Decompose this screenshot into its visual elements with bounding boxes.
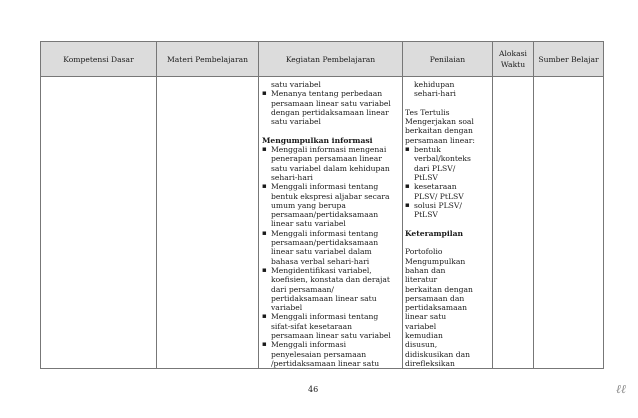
kegiatan-line: bahasa verbal sehari-hari	[271, 256, 370, 266]
kegiatan-line: ▪ Menggali informasi tentang	[262, 312, 402, 321]
kegiatan-line: persamaan linear satu variabel	[271, 98, 391, 108]
column-divider	[492, 42, 493, 368]
curriculum-table	[40, 41, 604, 369]
penilaian-line: linear satu	[405, 312, 447, 322]
penilaian-line: berkaitan dengan	[405, 284, 473, 294]
header-kegiatan-pembelajaran: Kegiatan Pembelajaran	[285, 54, 376, 64]
kegiatan-line: pertidaksamaan linear satu	[271, 293, 377, 303]
penilaian-line: dari PLSV/	[414, 163, 456, 173]
column-divider	[156, 42, 157, 368]
kegiatan-line: persamaan/pertidaksamaan	[271, 210, 379, 220]
kegiatan-line: umum yang berupa	[271, 200, 346, 210]
kegiatan-line: ▪ Menggali informasi tentang	[262, 182, 402, 191]
penilaian-line: variabel	[405, 321, 437, 331]
penilaian-line: disusun,	[405, 340, 438, 350]
kegiatan-line: Mengumpulkan informasi	[262, 135, 373, 145]
kegiatan-line: persamaan/pertidaksamaan	[271, 238, 379, 248]
slide-logo-icon: ℓℓ	[616, 382, 626, 396]
penilaian-line: ▪ solusi PLSV/	[405, 201, 492, 210]
kegiatan-line: variabel	[271, 303, 303, 313]
kegiatan-line: bentuk ekspresi aljabar secara	[271, 191, 390, 201]
header-penilaian: Penilaian	[429, 54, 466, 64]
penilaian-line: ▪ bentuk	[405, 145, 492, 154]
page-number: 46	[308, 385, 319, 394]
kegiatan-line: satu variabel dalam kehidupan	[271, 163, 390, 173]
penilaian-line: literatur	[405, 275, 438, 285]
penilaian-line	[405, 99, 492, 108]
penilaian-line: verbal/konteks	[414, 154, 471, 164]
kegiatan-line: linear satu variabel	[271, 219, 346, 229]
header-alokasi-waktu	[493, 42, 533, 76]
penilaian-line: persamaan linear:	[405, 135, 475, 145]
kegiatan-line: koefisien, konstata dan derajat	[271, 275, 390, 285]
column-divider	[258, 42, 259, 368]
penilaian-line: Tes Tertulis	[405, 107, 450, 117]
penilaian-line	[405, 238, 492, 247]
kegiatan-line: dari persamaan/	[271, 284, 334, 294]
penilaian-line: Keterampilan	[405, 228, 464, 238]
kegiatan-line: ▪ Menggali informasi	[262, 340, 402, 349]
header-alokasi-line1: Alokasi	[499, 49, 527, 58]
kegiatan-line: persamaan linear satu variabel	[271, 331, 391, 341]
header-alokasi-line2: Waktu	[500, 60, 526, 69]
penilaian-line: ▪ kesetaraan	[405, 182, 492, 191]
penilaian-line: bahan dan	[405, 265, 446, 275]
column-divider	[533, 42, 534, 368]
kegiatan-line	[262, 126, 402, 135]
penilaian-line: persamaan dan	[405, 293, 465, 303]
kegiatan-line: /pertidaksamaan linear satu	[271, 358, 380, 368]
penilaian-line: berkaitan dengan	[405, 126, 473, 136]
kegiatan-line: satu variabel	[271, 80, 321, 89]
penilaian-line: direfleksikan	[405, 358, 455, 368]
kegiatan-line: ▪ Menggali informasi mengenai	[262, 145, 402, 154]
penilaian-line: PLSV/ PtLSV	[414, 191, 464, 201]
penilaian-line: didiskusikan dan	[405, 349, 471, 359]
kegiatan-pembelajaran-cell	[262, 80, 402, 368]
kegiatan-line: satu variabel	[271, 117, 321, 127]
kegiatan-line: ▪ Menggali informasi tentang	[262, 229, 402, 238]
kegiatan-line: dengan pertidaksamaan linear	[271, 107, 389, 117]
kegiatan-line: ▪ Menanya tentang perbedaan	[262, 89, 402, 98]
kegiatan-line: linear satu variabel dalam	[271, 247, 372, 257]
header-kompetensi-dasar: Kompetensi Dasar	[63, 54, 134, 64]
column-divider	[402, 42, 403, 368]
table-header-row	[41, 42, 603, 77]
header-materi-pembelajaran: Materi Pembelajaran	[166, 54, 249, 64]
penilaian-line	[405, 219, 492, 228]
penilaian-line: PtLSV	[414, 210, 438, 220]
penilaian-line: Mengumpulkan	[405, 256, 466, 266]
kegiatan-line: penyelesaian persamaan	[271, 349, 367, 359]
penilaian-line: pertidaksamaan	[405, 303, 468, 313]
kegiatan-line: penerapan persamaan linear	[271, 154, 382, 164]
penilaian-line: sehari-hari	[414, 89, 456, 99]
kegiatan-line: sifat-sifat kesetaraan	[271, 321, 353, 331]
penilaian-line: kemudian	[405, 331, 443, 341]
penilaian-line: kehidupan	[414, 80, 455, 89]
kegiatan-line: sehari-hari	[271, 172, 313, 182]
header-sumber-belajar: Sumber Belajar	[538, 54, 599, 64]
penilaian-line: PtLSV	[414, 172, 438, 182]
kegiatan-line: ▪ Mengidentifikasi variabel,	[262, 266, 402, 275]
penilaian-cell	[405, 80, 492, 368]
penilaian-line: Mengerjakan soal	[405, 117, 474, 127]
penilaian-line: Portofolio	[405, 247, 443, 257]
